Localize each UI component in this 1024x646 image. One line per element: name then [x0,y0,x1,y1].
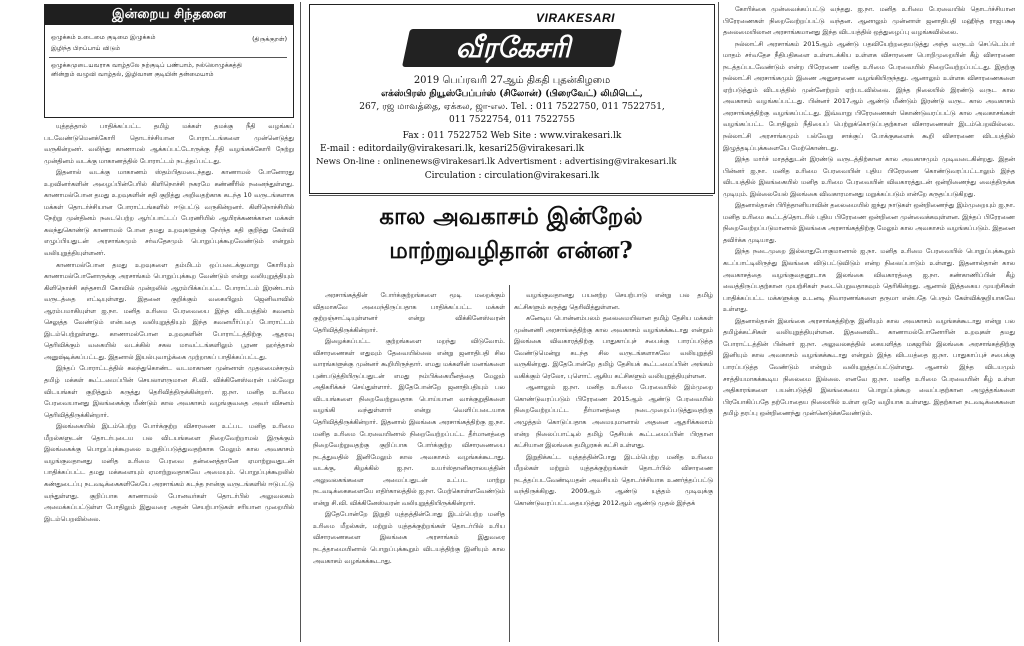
news-advert-contacts: News On-line : onlinenews@virakesari.lk Advertisment : advertising@virakesari.lk [316,157,677,167]
thought-divider [49,57,287,58]
article-column-4 [723,4,1015,640]
fax-website: Fax : 011 7522752 Web Site : www.virakesari.lk [402,131,622,141]
paragraph: இழைக்கப்பட்ட குற்றங்களை மறந்து விடுவோம். விசாரணைகள் எதுவும் தேவையில்லை என்று ஜனாதிபதி சில வாரங்களுக்கு முன்னர் கூறியிருந்தார். எமது மக்களின் மனங்களை புண்படுத்தியிருப்பதுடன் எமது நம்பிக்கையீனத்தை மேலும் அதிகரிக்கச் செய்துள்ளார். இதேபோன்றே ஜனாதிபதியும் பல விடயங்களை நிறைவேற்றுவதாக பொய்யான வாக்குறுதிகளை வழங்கி வந்துள்ளார் என்று வெளிப்படையாக தெரிவித்திருக்கின்றார். இதனால் இலங்கை அரசாங்கத்திற்கு ஐ.நா. மனித உரிமை பேரவையினால் நிறைவேற்றப்பட்ட தீர்மானத்தை நிறைவேற்றுவதற்கு குறிப்பாக போர்க்குற்ற விசாரணையை நடத்துவதில் இனிமேலும் கால அவகாசம் வழங்கக்கூடாது. வடக்கு, கிழக்கில் ஐ.நா. உயர்ஸ்தானிகராலயத்தின் அலுவலகங்களை அமைப்பதுடன் உட்பட மாற்று நடவடிக்கைகளையே எதிர்காலத்தில் ஐ.நா. மேற்கொள்ளவேண்டும் என்று சி.வி. விக்கினேஸ்வரன் வலியுறுத்தியிருக்கின்றார். [313,337,505,507]
paragraph: யுத்தத்தால் பாதிக்கப்பட்ட தமிழ் மக்கள் தமக்கு நீதி வழங்கப் படவேண்டுமெனக்கோரி தொடர்ச்சியான போராட்டங்களை முன்னெடுத்து வருகின்றனர். வலிந்து காணாமல் ஆக்கப்பட்டோருக்கு நீதி வழங்கக்கோரி நேற்று முன்தினம் வடக்கு மாகாணத்தில் போராட்டம் நடத்தப்பட்டது. [44,122,294,165]
editorial-headline [309,200,713,282]
paragraph: அரசாங்கத்தின் போர்க்குற்றங்களை மூடி மறைக்கும் விதமாகவே அமைந்திருப்பதாக பாதிக்கப்பட்ட மக்கள் குற்றஞ்சாட்டியுள்ளனர் என்று விக்கினேஸ்வரன் தெரிவித்திருக்கின்றார். [313,291,505,334]
publisher-phones: 011 7522754, 011 7522755 [449,115,575,125]
thought-line-2: இழிந்த பிறப்பாய் விடும் [51,45,121,52]
column-divider-2 [509,285,510,642]
headline-line-1: கால அவகாசம் இன்றேல் [379,203,643,230]
paragraph: இறுதிக்கட்ட யுத்தத்தின்போது இடம்பெற்ற மனித உரிமை மீறல்கள் மற்றும் யுத்தக்குற்றங்கள் தொடர்பில் விசாரணை நடத்தப்படவேண்டியதன் அவசியம் தொடர்ச்சியாக உணர்த்தப்பட்டு வந்திருக்கிறது. 2009ஆம் ஆண்டு யுத்தம் முடிவுக்கு கொண்டுவரப்பட்டதையடுத்து 2012ஆம் ஆண்டு முதல் இந்தக் [514,452,713,507]
paragraph: வழங்குவதானது பயனற்ற செயற்பாடு என்று பல தமிழ் கட்சிகளும் கருத்து தெரிவித்துள்ளன. [514,291,713,311]
article-column-2 [313,290,505,640]
masthead-underline [309,195,713,196]
circulation-contact: Circulation : circulation@virakesari.lk [424,171,600,181]
paragraph: இந்தப் போராட்டத்தில் கலந்துகொண்ட வடமாகாண முன்னாள் முதலமைச்சரும் தமிழ் மக்கள் கூட்டமைப்பின் செயலாளருமான சி.வி. விக்கினேஸ்வரன் பல்வேறு விடயங்கள் குறித்தும் கருத்து தெரிவித்திருக்கின்றார். ஐ.நா. மனித உரிமை பேரவையானது இலங்கைக்கு மீண்டும் கால அவகாசம் வழங்குவதை அவர் விசனம் தெரிவித்திருக்கின்றார். [44,364,294,419]
thought-heading: இன்றைய சிந்தனை [45,5,293,25]
thought-source: (திருக்குறள்) [252,36,287,43]
paragraph: கனேடிய பொன்னம்பலம் தலைமையிலான தமிழ் தேசிய மக்கள் முன்னணி அரசாங்கத்திற்கு கால அவகாசம் வழங்கக்கூடாது என்றும் இலங்கை விவகாரத்திற்கு பாதுகாப்புச் சபைக்கு பாரப்படுத்த வேண்டுமென்று கடந்த சில வருடங்களாகவே வலியுறுத்தி வருகின்றது. இதேபோன்றே தமிழ் தேசியக் கூட்டமைப்பின் அங்கம் வகிக்கும் ரெலோ, புளொட் ஆகிய கட்சிகளும் வலியுறுத்தியுள்ளன. [514,314,713,380]
paragraph: நல்லாட்சி அரசாங்கம் 2015ஆம் ஆண்டு பதவியேற்றதையடுத்து அந்த வருடம் செப்டெம்பர் மாதம் சர்வதேச நீதிபதிகளை உள்ளடக்கிய உள்ளக விசாரணை பொறிமுறையின் கீழ் விசாரணை நடத்தப்படவேண்டும் என்ற பிரேரணை மனித உரிமை பேரவையில் நிறைவேற்றப்பட்டது. இதற்கு நல்லாட்சி அரசாங்கமும் இணை அனுசரணை வழங்கியிருந்தது. ஆனாலும் உள்ளக விசாரணைகளை ஏற்படுத்தும் விடயத்தில் முன்னேற்றம் ஏற்படவில்லை. இந்த நிலையில் இரண்டு வருட கால அவகாசம் வழங்கப்பட்டது. பின்னர் 2017ஆம் ஆண்டு மீண்டும் இரண்டு வருட கால அவகாசம் அரசாங்கத்திற்கு வழங்கப்பட்டது. இவ்வாறு பிரேரணைகள் கொண்டுவரப்பட்டு கால அவகாசங்கள் வழங்கப்பட்ட போதிலும் நீதியைப் பெற்றுக்கொடுப்பதற்கான விசாரணைகள் இடம்பெறவில்லை. நல்லாட்சி அரசாங்கமும் பல்வேறு சாக்குப் போக்குகளைக் கூறி விசாரணை விடயத்தில் இழுத்தடிப்புக்களையே மேற்கொண்டது. [723,39,1015,152]
thought-explanation-1: ஒழுக்கமுடையவராக வாழ்தலே நற்குடிப் பண்பாம், நல்லொழுக்கத்தி [51,62,242,69]
paragraph: கோரிக்கை முன்வைக்கப்பட்டு வந்தது. ஐ.நா. மனித உரிமை பேரவையில் தொடர்ச்சியான பிரேரணைகள் நிறைவேற்றப்பட்டு வந்தன. ஆனாலும் முன்னாள் ஜனாதிபதி மஹிந்த ராஜபக்ஷ தலைமையிலான அரசாங்கமானது இந்த விடயத்தில் ஒத்துழைப்பு வழங்கவில்லை. [723,5,1015,37]
paragraph: இதனால்தான் பிரித்தானியாவின் தலைமையில் ஐந்து நாடுகள் ஒன்றிணைந்து இம்முறையும் ஐ.நா. மனித உரிமை கூட்டத்தொடரில் புதிய பிரேரணை ஒன்றினை முன்வைக்கவுள்ளன. இந்தப் பிரேரணை நிறைவேற்றப்படுமானால் இலங்கை அரசாங்கத்திற்கு மேலும் கால அவகாசம் வழங்கப்படும். இதனை தவிர்க்க முடியாது. [723,201,1015,244]
paragraph: இலங்கையில் இடம்பெற்ற போர்க்குற்ற விசாரணை உட்பட மனித உரிமை மீறல்களுடன் தொடர்புடைய பல விடயங்களை நிறைவேற்றாமல் இருக்கும் இலங்கைக்கு பொறுப்புக்கூறலை உறுதிப்படுத்துவதற்காக மேலும் கால அவகாசம் வழங்குவதானது மனித உரிமை பேரவை தன்னைத்தானே ஏமாற்றுவதுடன் பாதிக்கப்பட்ட தமது மக்களையும் ஏமாற்றுவதாகவே அமையும். பொறுப்புக்கூறலில் கண்துடைப்பு நடவடிக்கைகளிலேயே அரசாங்கம் கடந்த நான்கு வருடங்களில் ஈடுபட்டு வந்துள்ளது. குறிப்பாக காணாமல் போனவர்கள் தொடர்பில் அலுவலகம் அமைக்கப்பட்டுள்ள போதிலும் இதுவரை அதன் செயற்பாடுகள் சரியான முறையில் இடம்பெறவில்லை. [44,422,294,523]
thought-explanation-2: னின்றும் வழுவி வாழ்தல், இழிவான குடியின் தன்மையாம் [51,71,214,78]
publisher-name: எக்ஸ்பிரஸ் நியூஸ்பேப்பர்ஸ் (சிலோன்) (பிரைவேட்) லிமிடெட், [381,89,643,99]
column-divider-3 [718,2,719,642]
paragraph: ஆனாலும் ஐ.நா. மனித உரிமை பேரவையில் இம்முறை கொண்டுவரப்படும் பிரேரணை 2015ஆம் ஆண்டு பேரவையில் நிறைவேற்றப்பட்ட தீர்மானத்தை நடைமுறைப்படுத்துவதற்கு அழுத்தம் கொடுப்பதாக அமையுமானால் அதனை ஆதரிக்கலாம் என்ற நிலைப்பாட்டில் தமிழ் தேசியக் கூட்டமைப்பின் பிரதான கட்சியான இலங்கை தமிழரசுக் கட்சி உள்ளது. [514,383,713,450]
paragraph: இந்த மார்ச் மாதத்துடன் இரண்டு வருடத்திற்கான கால அவகாசமும் முடிவடைகின்றது. இதன் பின்னர் ஐ.நா. மனித உரிமை பேரவையின் புதிய பிரேரணை கொண்டுவரப்பட்டாலும் இந்த விடயத்தில் இலங்கையில் மனித உரிமை பேரவையின் விவகாரத்துடன் ஒன்றிணைந்து வைத்திருக்க முடியும். இல்லையேல் இலங்கை விவகாரமானது மறுக்கப்படும் என்றே கருதப்படுகிறது. [723,155,1015,198]
paragraph: இந்த நடைமுறை இல்லாதுபோகுமானால் ஐ.நா. மனித உரிமை பேரவையில் பொறுப்புக்கூறும் கடப்பாட்டிலிருந்து இலங்கை விடுபட்டுவிடும் என்ற நிலைப்பாடும் உள்ளது. இதனால்தான் கால அவகாசத்தை வழங்குவதனூடாக இலங்கை விவகாரத்தை ஐ.நா. கண்காணிப்பின் கீழ் வைத்திருப்பதற்கான முயற்சிகள் நடைபெறுவதாகவும் தெரிகின்றது. ஆனால் இத்தகைய முயற்சிகள் பாதிக்கப்பட்ட மக்களுக்கு உடனடி நிவாரணங்களை தருமா என்பதே பெரும் கேள்விக்குறியாகவே உள்ளது. [723,247,1015,314]
article-column-1 [44,121,294,641]
issue-date: 2019 பெப்ரவரி 27ஆம் திகதி புதன்கிழமை [413,75,611,86]
email-contacts: E-mail : editordaily@virakesari.lk, kesari25@virakesari.lk [320,144,585,154]
thought-box [44,4,294,118]
paragraph: காணாமல்போன தமது உறவுகளை தம்மிடம் ஒப்படைக்குமாறு கோரியும் காணாமல்போனோருக்கு அரசாங்கம் பொறுப்புக்கூற வேண்டும் என்று வலியுறுத்தியும் கிளிநொச்சி கந்தசாமி கோவில் முன்றலில் ஆரம்பிக்கப்பட்ட போராட்டம் இரண்டாம் வருடத்தை எட்டியுள்ளது. இதனை குறிக்கும் வகையிலும் ஜெனிவாவில் ஆரம்பமாகியுள்ள ஐ.நா. மனித உரிமை பேரவையை இந்த விடயத்தில் கவனம் செலுத்த வேண்டும் என்பதை வலியுறுத்தியும் இந்த கவனயீர்ப்புப் போராட்டம் இடம்பெற்றுள்ளது. காணாமல்போன உறவுகளின் போராட்டத்திற்கு ஆதரவு தெரிவிக்கும் வகையில் வடக்கில் சகல மாவட்டங்களிலும் பூரண ஹர்த்தால் அனுஷ்டிக்கப்பட்டது. இதனால் இயல்புவாழ்க்கை முற்றாகப் பாதிக்கப்பட்டது. [44,260,294,361]
masthead [309,4,715,194]
headline-line-2: மாற்றுவழிதான் என்ன? [389,237,633,264]
logo-latin-text: VIRAKESARI [536,11,616,25]
logo-tamil-text: வீரகேசரி [455,31,571,64]
publisher-address: 267, ரஜ மாவத்தை, ஏக்கல, ஜா-எல. Tel. : 011 7522750, 011 7522751, [359,102,665,112]
thought-line-1: ஒழுக்கம் உடைமை குடிமை இழுக்கம் [51,34,156,41]
paragraph: இதேபோன்றே இறுதி யுத்தத்தின்போது இடம்பெற்ற மனித உரிமை மீறல்கள், மற்றும் யுத்தக்குற்றங்கள் தொடர்பில் உரிய விசாரணைகளை இலங்கை அரசாங்கம் இதுவரை நடத்தாமையினால் பொறுப்புக்கூறும் விடயத்திற்கு இனியும் கால அவகாசம் வழங்கக்கூடாது. [313,510,505,565]
article-column-3 [514,290,713,640]
paragraph: இதனால் வடக்கு மாகாணம் ஸ்தம்பிதமடைந்தது. காணாமல் போனோரது உறவினர்களின் அழைப்பின்பேரில் கிளிநொச்சி நகரமே கண்ணீரில் நனைந்துள்ளது. காணாமல்போன தமது உறவுகளின் கதி குறித்து அறிவதற்காக கடந்த 10 வருடங்களாக மக்கள் தொடர்ச்சியான போராட்டங்களில் ஈடுபட்டு வருகின்றனர். கிளிநொச்சியில் நேற்று முன்தினம் நடைபெற்ற ஆர்ப்பாட்டப் பேரணியில் ஆயிரக்கணக்கான மக்கள் கலந்துகொண்டு காணாமல் போன தமது உறவுகளுக்கு நேர்ந்த கதி குறித்து கேள்வி எழுப்பியதுடன் அரசாங்கமும் சர்வதேசமும் பொறுப்புக்கூறவேண்டும் என்றும் வலியுறுத்தியுள்ளனர். [44,168,294,258]
newspaper-logo [406,11,618,71]
column-divider-1 [300,2,301,642]
paragraph: இதனால்தான் இலங்கை அரசாங்கத்திற்கு இனியும் கால அவகாசம் வழங்கக்கூடாது என்று பல தமிழ்க்கட்சிகள் வலியுறுத்தியுள்ளன. இதனைவிட காணாமல்போனோரின் உறவுகள் தமது போராட்டத்தின் பின்னர் ஐ.நா. அலுவலகத்தில் கையளித்த மகஜரில் இலங்கை அரசாங்கத்திற்கு இனியும் கால அவகாசம் வழங்கக்கூடாது என்றும் இந்த விடயத்தை ஐ.நா. பாதுகாப்புச் சபைக்கு பாரப்படுத்த வேண்டும் என்றும் வலியுறுத்தப்பட்டுள்ளது. ஆனால் இந்த விடயமும் சாத்தியமாகக்கூடிய நிலைமை இல்லை. எனவே ஐ.நா. மனித உரிமை பேரவையின் கீழ் உள்ள அதிகாரங்களை பயன்படுத்தி இலங்கையை பொறுப்புக்கூற வைப்பதற்கான அழுத்தங்களை பிரயோகிப்பதே தற்போதைய நிலையில் உள்ள ஒரே வழியாக உள்ளது. இதற்கான நடவடிக்கைகளை தமிழ் தரப்பு ஒன்றிணைந்து முன்னெடுக்கவேண்டும். [723,316,1015,418]
